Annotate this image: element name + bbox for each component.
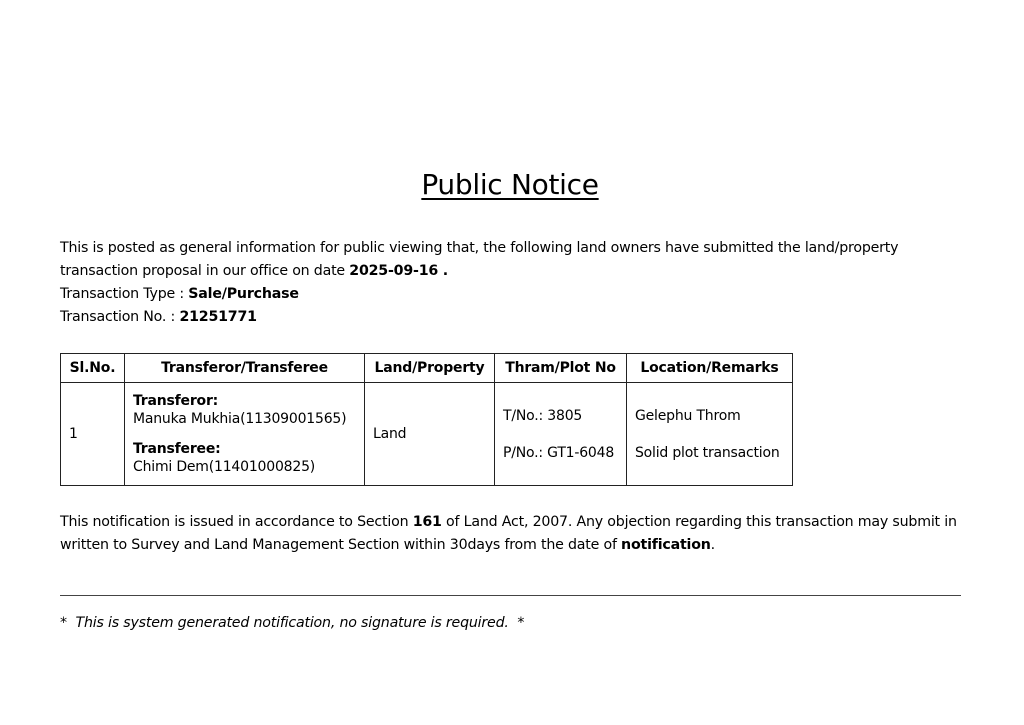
transaction-type-label: Transaction Type :: [60, 286, 189, 302]
intro-text: This is posted as general information for public viewing that, the following land owners have submitted the land/property transaction proposal in our office on date: [60, 240, 899, 279]
system-generated-note: * This is system generated notification, no signature is required. *: [60, 615, 525, 631]
header-thram-plot-no: Thram/Plot No: [495, 354, 627, 383]
cell-location-remarks: [627, 383, 793, 486]
transferee-name: Chimi Dem(11401000825): [133, 459, 316, 475]
cell-thram-plot: [495, 383, 627, 486]
transaction-type-value: Sale/Purchase: [188, 286, 299, 302]
transaction-table: [60, 353, 793, 486]
legal-notice-paragraph: [60, 511, 980, 557]
transferee-label: Transferee:: [133, 441, 221, 457]
page-title: Public Notice: [421, 168, 599, 201]
submission-date: 2025-09-16 .: [349, 263, 448, 279]
header-land-property: Land/Property: [365, 354, 495, 383]
plot-no: P/No.: GT1-6048: [503, 444, 615, 461]
header-sl-no: Sl.No.: [61, 354, 125, 383]
header-transferor-transferee: Transferor/Transferee: [125, 354, 365, 383]
transaction-no-value: 21251771: [179, 309, 257, 325]
cell-land-property: Land: [365, 383, 495, 486]
transferor-label: Transferor:: [133, 393, 219, 409]
transaction-type-line: [60, 283, 980, 306]
intro-paragraph: [60, 237, 980, 283]
transaction-no-label: Transaction No. :: [60, 309, 180, 325]
thram-no: T/No.: 3805: [503, 407, 583, 424]
header-location-remarks: Location/Remarks: [627, 354, 793, 383]
legal-text-2: of Land Act, 2007. Any objection regarding this transaction may submit in written to Survey and Land Management Section within 30days from the date of: [60, 514, 957, 553]
remarks: Solid plot transaction: [635, 444, 780, 461]
transferor-name: Manuka Mukhia(11309001565): [133, 411, 347, 427]
transaction-no-line: [60, 306, 980, 329]
location: Gelephu Throm: [635, 407, 741, 424]
legal-text-period: .: [710, 537, 715, 553]
section-number: 161: [412, 514, 442, 530]
legal-text-1: This notification is issued in accordance to Section: [60, 514, 413, 530]
divider: [60, 595, 961, 596]
table-header-row: [61, 354, 793, 383]
cell-parties: [125, 383, 365, 486]
table-row: [61, 383, 793, 486]
notification-word: notification: [621, 537, 711, 553]
cell-sl-no: 1: [61, 383, 125, 486]
intro-section: [60, 237, 980, 329]
